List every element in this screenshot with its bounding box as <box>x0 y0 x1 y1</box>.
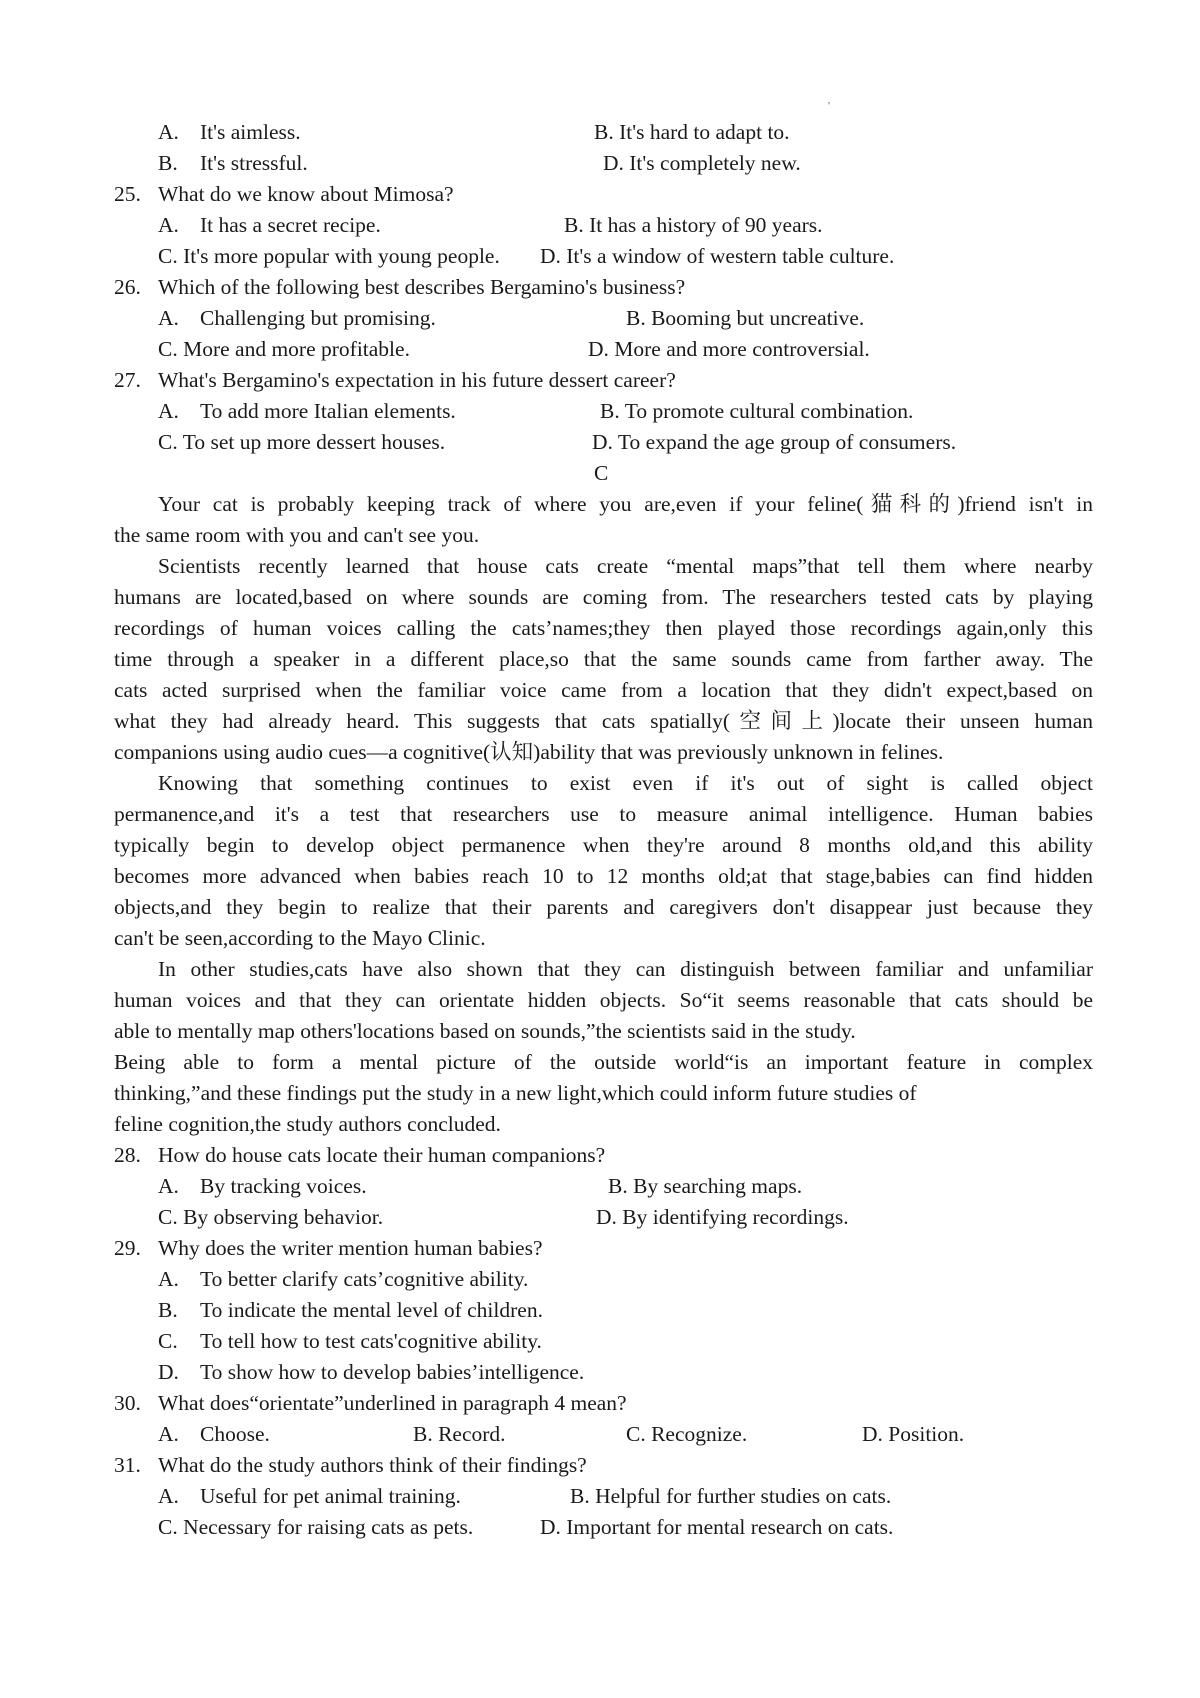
question-29: 29. Why does the writer mention human babies? <box>114 1236 543 1260</box>
question-26: 26. Which of the following best describes Bergamino's business? <box>114 275 686 299</box>
passage-p3-line3: typically begin to develop object permanence when they're around 8 months old,and this ability <box>114 833 1093 857</box>
q24-option-a: A. It's aimless. <box>158 120 301 144</box>
passage-p5-line2: thinking,”and these findings put the study in a new light,which could inform future studies of <box>114 1081 917 1105</box>
passage-p1-line1: Your cat is probably keeping track of where you are,even if your feline(猫科的)friend isn't in <box>158 492 1093 516</box>
q26-option-c: C. More and more profitable. <box>158 337 410 361</box>
passage-p3-line4: becomes more advanced when babies reach 10 to 12 months old;at that stage,babies can find hidden <box>114 864 1093 888</box>
q28-option-b: B. By searching maps. <box>608 1174 803 1198</box>
passage-p3-line6: can't be seen,according to the Mayo Clinic. <box>114 926 486 950</box>
q24-option-c: B. It's stressful. <box>158 151 308 175</box>
passage-p5-line3: feline cognition,the study authors concluded. <box>114 1112 501 1136</box>
q28-option-a: A. By tracking voices. <box>158 1174 367 1198</box>
q30-option-a: A. Choose. <box>158 1422 270 1446</box>
q28-option-c: C. By observing behavior. <box>158 1205 384 1229</box>
q29-option-a: A. To better clarify cats’cognitive ability. <box>158 1267 529 1291</box>
passage-p4-line3: able to mentally map others'locations based on sounds,”the scientists said in the study. <box>114 1019 856 1043</box>
q29-option-b: B. To indicate the mental level of children. <box>158 1298 543 1322</box>
passage-p2-line3: recordings of human voices calling the cats’names;they then played those recordings again,only this <box>114 616 1093 640</box>
q27-option-c: C. To set up more dessert houses. <box>158 430 446 454</box>
q30-option-c: C. Recognize. <box>626 1422 748 1446</box>
q25-option-a: A. It has a secret recipe. <box>158 213 381 237</box>
q31-option-b: B. Helpful for further studies on cats. <box>570 1484 892 1508</box>
passage-p2-line1: Scientists recently learned that house cats create “mental maps”that tell them where nearby <box>158 554 1093 578</box>
q27-option-a: A. To add more Italian elements. <box>158 399 456 423</box>
q24-option-b: B. It's hard to adapt to. <box>594 120 790 144</box>
q25-option-d: D. It's a window of western table culture. <box>540 244 895 268</box>
passage-p2-line7: companions using audio cues—a cognitive(认知)ability that was previously unknown in felines. <box>114 740 944 764</box>
top-mark: ' <box>828 100 830 112</box>
q27-option-b: B. To promote cultural combination. <box>600 399 914 423</box>
passage-p4-line2: human voices and that they can orientate hidden objects. So“it seems reasonable that cats should be <box>114 988 1093 1012</box>
question-28: 28. How do house cats locate their human companions? <box>114 1143 606 1167</box>
q26-option-d: D. More and more controversial. <box>588 337 870 361</box>
passage-p3-line1: Knowing that something continues to exist even if it's out of sight is called object <box>158 771 1093 795</box>
q24-option-d: D. It's completely new. <box>603 151 801 175</box>
passage-p2-line2: humans are located,based on where sounds are coming from. The researchers tested cats by playing <box>114 585 1093 609</box>
passage-p2-line4: time through a speaker in a different place,so that the same sounds came from farther away. The <box>114 647 1093 671</box>
passage-p2-line6: what they had already heard. This suggests that cats spatially(空间上)locate their unseen human <box>114 709 1093 733</box>
q28-option-d: D. By identifying recordings. <box>596 1205 849 1229</box>
question-31: 31. What do the study authors think of their findings? <box>114 1453 587 1477</box>
q29-option-c: C. To tell how to test cats'cognitive ability. <box>158 1329 542 1353</box>
q29-option-d: D. To show how to develop babies’intelligence. <box>158 1360 585 1384</box>
q26-option-a: A. Challenging but promising. <box>158 306 436 330</box>
q31-option-c: C. Necessary for raising cats as pets. <box>158 1515 474 1539</box>
q31-option-a: A. Useful for pet animal training. <box>158 1484 461 1508</box>
question-25: 25. What do we know about Mimosa? <box>114 182 454 206</box>
question-27: 27. What's Bergamino's expectation in his future dessert career? <box>114 368 676 392</box>
passage-p4-line1: In other studies,cats have also shown that they can distinguish between familiar and unfamiliar <box>158 957 1093 981</box>
question-30: 30. What does“orientate”underlined in paragraph 4 mean? <box>114 1391 627 1415</box>
passage-p1-line2: the same room with you and can't see you. <box>114 523 480 547</box>
q30-option-d: D. Position. <box>862 1422 965 1446</box>
q27-option-d: D. To expand the age group of consumers. <box>592 430 957 454</box>
passage-p3-line2: permanence,and it's a test that researchers use to measure animal intelligence. Human babies <box>114 802 1093 826</box>
q25-option-b: B. It has a history of 90 years. <box>564 213 823 237</box>
passage-p5-line1: Being able to form a mental picture of the outside world“is an important feature in complex <box>114 1050 1093 1074</box>
q26-option-b: B. Booming but uncreative. <box>626 306 865 330</box>
section-heading-c: C <box>594 461 609 485</box>
q25-option-c: C. It's more popular with young people. <box>158 244 500 268</box>
passage-p3-line5: objects,and they begin to realize that their parents and caregivers don't disappear just because they <box>114 895 1093 919</box>
q30-option-b: B. Record. <box>413 1422 506 1446</box>
passage-p2-line5: cats acted surprised when the familiar voice came from a location that they didn't expect,based on <box>114 678 1093 702</box>
q31-option-d: D. Important for mental research on cats. <box>540 1515 894 1539</box>
